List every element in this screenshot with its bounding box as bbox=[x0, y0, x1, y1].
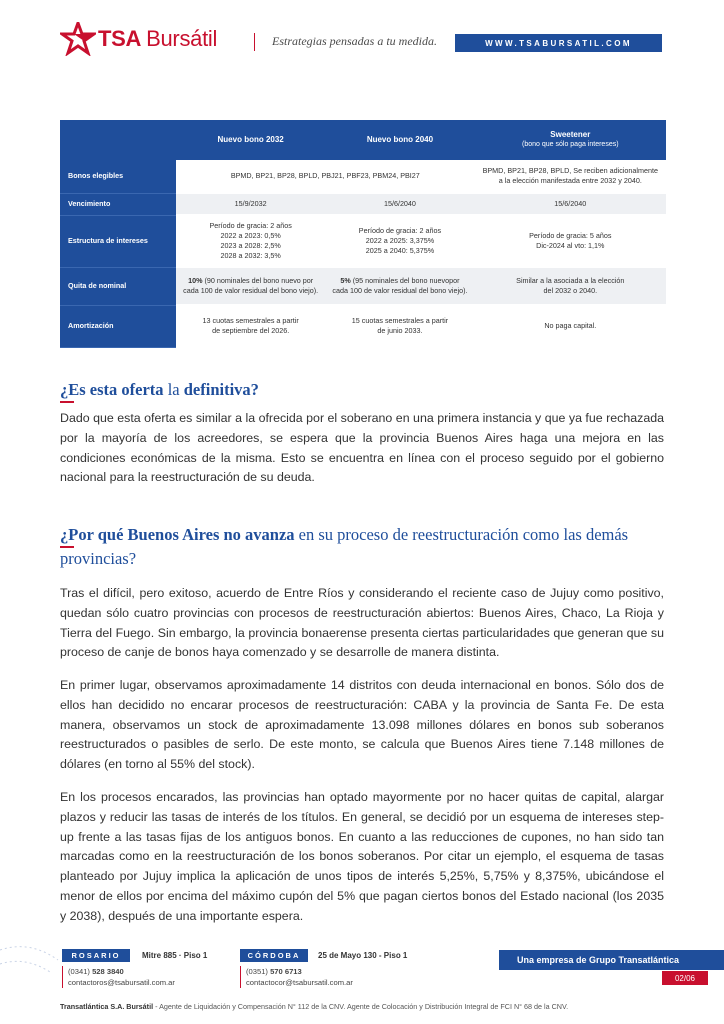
brand-name: TSA Bursátil bbox=[98, 26, 218, 51]
group-banner: Una empresa de Grupo Transatlántica bbox=[499, 950, 724, 970]
row-label: Vencimiento bbox=[60, 193, 176, 215]
table-cell: BPMD, BP21, BP28, BPLD, PBJ21, PBF23, PBM24, PBI27 bbox=[176, 160, 475, 193]
row-label: Bonos elegibles bbox=[60, 160, 176, 193]
table-cell bbox=[325, 305, 474, 347]
section-body bbox=[60, 584, 664, 663]
heading-accent bbox=[60, 401, 74, 403]
cell-line: de septiembre del 2026. bbox=[212, 326, 290, 335]
table-row bbox=[60, 160, 666, 193]
cell-text: (90 nominales del bono nuevo por bbox=[202, 276, 314, 285]
haircut-value: 5% bbox=[340, 276, 351, 285]
section-heading: ¿Por qué Buenos Aires no avanza en su proceso de reestructuración como las demás provincias? bbox=[60, 525, 629, 568]
company-logo bbox=[60, 22, 217, 56]
cell-line: Dic-2024 al vto: 1,1% bbox=[536, 241, 605, 250]
cell-line: Período de gracia: 2 años bbox=[358, 226, 442, 235]
paragraph: Tras el difícil, pero exitoso, acuerdo de Entre Ríos y considerando el reciente caso de Jujuy como positivo, quedan sólo cuatro provincias con procesos de reestructuración abiertos: Buenos Aires, Chaco, La Rioja y Tierra del Fuego. Sin embargo, la provincia bonaerense presenta ciertas particularidades que generan que su proceso de canje de bonos haya comenzado y se desarrolle de manera distinta. bbox=[60, 586, 664, 660]
cell-line: a la elección manifestada entre 2032 y 2040. bbox=[498, 176, 642, 185]
table-cell: 15/9/2032 bbox=[176, 193, 325, 215]
column-header-title: Sweetener bbox=[550, 130, 591, 139]
table-row bbox=[60, 305, 666, 347]
cell-line: 15 cuotas semestrales a partir bbox=[351, 316, 449, 325]
header-divider bbox=[254, 33, 255, 51]
website-url[interactable]: WWW.TSABURSATIL.COM bbox=[455, 34, 662, 52]
table-header-row bbox=[60, 120, 666, 160]
table-cell bbox=[176, 305, 325, 347]
row-label: Amortización bbox=[60, 305, 176, 347]
table-cell bbox=[176, 267, 325, 305]
table-corner bbox=[60, 120, 176, 160]
paragraph: En los procesos encarados, las provincias han optado mayormente por no hacer quitas de capital, alargar plazos y reducir las tasas de interés de los títulos. En general, se decidió por un esquema de intereses step-up frente a las tasas fijas de los antiguos bonos. En cuanto a las reducciones de cupones, no han sido tan marcadas como en la reestructuración de los bonos soberanos. Por citar un ejemplo, el esquema de tasas planteado por Jujuy implica la aplicación de unos tipos de interés 5,25%, 5,75% y 8,375%, ubicándose el menor de ellos por encima del máximo cupón del 5% que pagan ciertos bonos del Estado nacional (los 2035 y 2038), después de una importante espera. bbox=[60, 790, 664, 923]
paragraph: En primer lugar, observamos aproximadamente 14 distritos con deuda internacional en bonos. Sólo dos de ellos han decidido no encarar procesos de reestructuración: CABA y la provincia de Santa Fe. De esta manera, observamos un stock de aproximadamente 13.098 millones dólares en bonos sub soberanos reestructurados o pasibles de serlo. De este monto, se calcula que Buenos Aires tiene 7.148 millones de dólares (en torno al 55% del stock). bbox=[60, 678, 664, 772]
tagline: Estrategias pensadas a tu medida. bbox=[272, 34, 437, 48]
star-logo-icon bbox=[60, 22, 96, 56]
cell-line: del 2032 o 2040. bbox=[543, 286, 598, 295]
office-label-rosario: ROSARIO bbox=[62, 949, 130, 962]
section-body bbox=[60, 409, 664, 488]
table-cell bbox=[325, 215, 474, 267]
cell-line: 2022 a 2023: 0,5% bbox=[220, 231, 281, 240]
table-cell: 15/6/2040 bbox=[325, 193, 474, 215]
email-link[interactable]: contactocor@tsabursatil.com.ar bbox=[246, 978, 353, 987]
table-row bbox=[60, 193, 666, 215]
cell-line: 2022 a 2025: 3,375% bbox=[365, 236, 435, 245]
cell-line: 2028 a 2032: 3,5% bbox=[220, 251, 281, 260]
contact-divider bbox=[62, 966, 63, 988]
cell-line: 2025 a 2040: 5,375% bbox=[365, 246, 435, 255]
table-cell: No paga capital. bbox=[475, 305, 666, 347]
office-address: Mitre 885 · Piso 1 bbox=[142, 951, 208, 960]
cell-line: Similar a la asociada a la elección bbox=[516, 276, 625, 285]
column-header: Nuevo bono 2032 bbox=[176, 120, 325, 160]
column-header: Nuevo bono 2040 bbox=[325, 120, 474, 160]
row-label: Estructura de intereses bbox=[60, 215, 176, 267]
column-header-subtitle: (bono que sólo paga intereses) bbox=[522, 141, 619, 148]
contact-block bbox=[246, 966, 353, 988]
decorative-dots-icon bbox=[0, 930, 60, 990]
cell-line: BPMD, BP21, BP28, BPLD, Se reciben adicionalmente bbox=[482, 166, 658, 175]
contact-block bbox=[68, 966, 175, 988]
cell-line: Período de gracia: 5 años bbox=[529, 231, 612, 240]
column-header bbox=[475, 120, 666, 160]
table-cell bbox=[475, 215, 666, 267]
section-body bbox=[60, 788, 664, 927]
table-cell bbox=[475, 267, 666, 305]
table-cell: 15/6/2040 bbox=[475, 193, 666, 215]
email-link[interactable]: contactoros@tsabursatil.com.ar bbox=[68, 978, 175, 987]
legal-notice: Transatlántica S.A. Bursátil - Agente de Liquidación y Compensación N° 112 de la CNV. Agente de Colocación y Distribución Integral de FCI N° 68 de la CNV. bbox=[60, 1002, 569, 1011]
table-cell bbox=[325, 267, 474, 305]
office-address: 25 de Mayo 130 - Piso 1 bbox=[318, 951, 408, 960]
cell-line: Período de gracia: 2 años bbox=[209, 221, 292, 230]
table-cell bbox=[475, 160, 666, 193]
contact-divider bbox=[240, 966, 241, 988]
row-label: Quita de nominal bbox=[60, 267, 176, 305]
phone-number[interactable]: (0351) 570 6713 bbox=[246, 967, 302, 976]
section-heading: ¿Es esta oferta la definitiva? bbox=[60, 380, 259, 399]
table-row bbox=[60, 267, 666, 305]
cell-line: cada 100 de valor residual del bono viejo). bbox=[332, 286, 468, 295]
cell-line bbox=[329, 276, 470, 286]
cell-line: 2023 a 2028: 2,5% bbox=[220, 241, 281, 250]
heading-accent bbox=[60, 546, 74, 548]
haircut-value: 10% bbox=[188, 276, 203, 285]
table-cell bbox=[176, 215, 325, 267]
cell-line: cada 100 de valor residual del bono viejo). bbox=[183, 286, 319, 295]
cell-line: de junio 2033. bbox=[377, 326, 423, 335]
table-row bbox=[60, 215, 666, 267]
page-number: 02/06 bbox=[662, 971, 708, 985]
cell-line: 13 cuotas semestrales a partir bbox=[202, 316, 299, 325]
bond-comparison-table bbox=[60, 120, 666, 348]
section-body bbox=[60, 676, 664, 775]
paragraph: Dado que esta oferta es similar a la ofrecida por el soberano en una primera instancia y que ya fue rechazada por la mayoría de los acreedores, se espera que la provincia Buenos Aires haga una mejora en las condiciones económicas de la misma. Esto se encuentra en línea con el proceso seguido por el gobierno nacional para la reestructuración de su deuda. bbox=[60, 411, 664, 485]
office-label-cordoba: CÓRDOBA bbox=[240, 949, 308, 962]
cell-text: (95 nominales del bono nuevopor bbox=[350, 276, 460, 285]
phone-number[interactable]: (0341) 528 3840 bbox=[68, 967, 124, 976]
cell-line bbox=[180, 276, 321, 286]
